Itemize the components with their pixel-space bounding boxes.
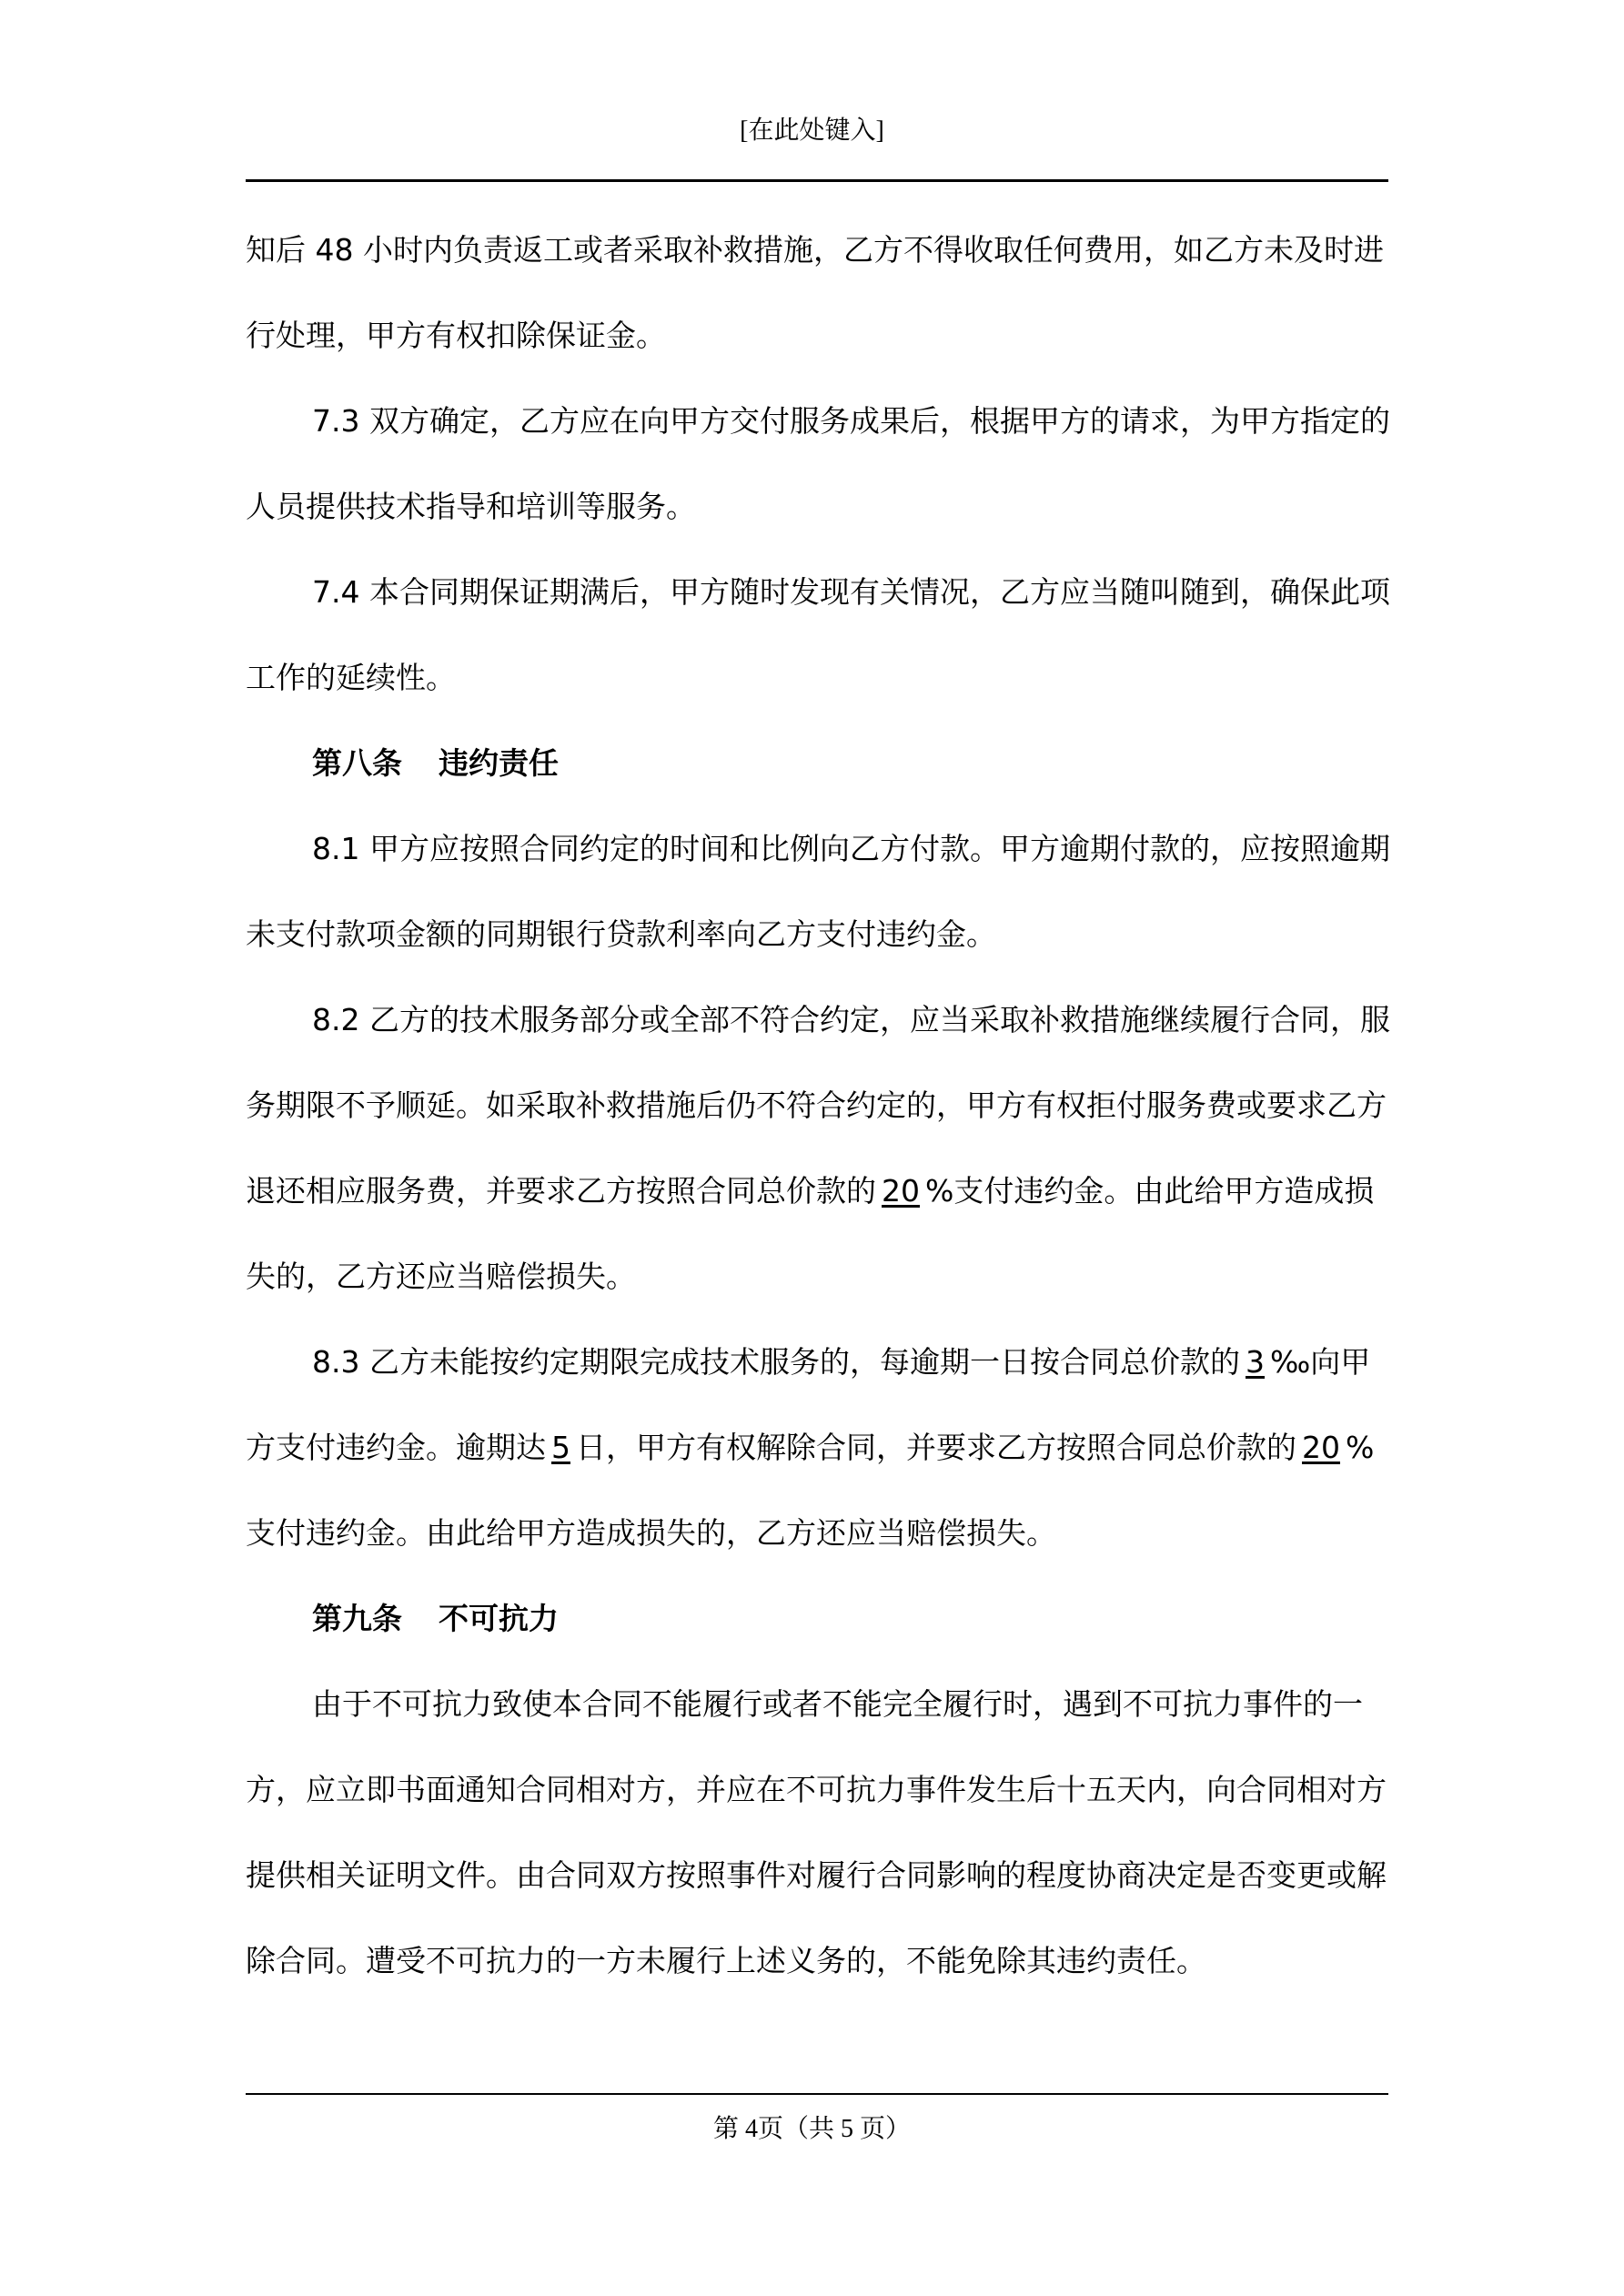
paragraph-8-3-text-after: %支付违约金。由此给甲方造成损失的，乙方还应当赔偿损失。 <box>246 1430 1375 1551</box>
footer-divider <box>246 2093 1388 2095</box>
penalty-percent-value: 20 <box>882 1173 920 1209</box>
paragraph-8-2 <box>246 977 1394 1320</box>
section-title-9: 不可抗力 <box>439 1601 559 1636</box>
document-body <box>246 207 1394 2004</box>
paragraph-8-3-text-mid2: 日，甲方有权解除合同，并要求乙方按照合同总价款的 <box>576 1430 1296 1465</box>
section-number-9: 第九条 <box>312 1601 402 1636</box>
paragraph-7-3: 7.3 双方确定，乙方应在向甲方交付服务成果后，根据甲方的请求，为甲方指定的人员提供技术指导和培训等服务。 <box>246 403 1390 524</box>
termination-penalty-percent-value: 20 <box>1302 1430 1340 1465</box>
section-number-8: 第八条 <box>312 745 402 781</box>
paragraph-9: 由于不可抗力致使本合同不能履行或者不能完全履行时，遇到不可抗力事件的一方，应立即书面通知合同相对方，并应在不可抗力事件发生后十五天内，向合同相对方提供相关证明文件。由合同双方按照事件对履行合同影响的程度协商决定是否变更或解除合同。遭受不可抗力的一方未履行上述义务的，不能免除其违约责任。 <box>246 1686 1387 1978</box>
section-title-8: 违约责任 <box>439 745 559 781</box>
paragraph-8-3-text-mid1: ‰向甲方支付违约金。逾期达 <box>246 1344 1371 1465</box>
paragraph-8-1: 8.1 甲方应按照合同约定的时间和比例向乙方付款。甲方逾期付款的，应按照逾期未支付款项金额的同期银行贷款利率向乙方支付违约金。 <box>246 831 1390 952</box>
page-footer: 第 4页（共 5 页） <box>712 2115 911 2143</box>
paragraph-8-2-text-after: %支付违约金。由此给甲方造成损失的，乙方还应当赔偿损失。 <box>246 1173 1375 1294</box>
paragraph-continuation: 知后 48 小时内负责返工或者采取补救措施，乙方不得收取任何费用，如乙方未及时进行处理，甲方有权扣除保证金。 <box>246 232 1384 353</box>
section-heading-9 <box>246 1576 1394 1662</box>
overdue-days-value: 5 <box>551 1430 570 1465</box>
paragraph-8-3 <box>246 1320 1394 1576</box>
daily-penalty-permille-value: 3 <box>1245 1344 1265 1380</box>
page-header: [在此处键入] <box>740 116 884 145</box>
header-divider <box>246 179 1388 182</box>
paragraph-8-3-text-before: 8.3 乙方未能按约定期限完成技术服务的，每逾期一日按合同总价款的 <box>312 1344 1240 1380</box>
paragraph-7-4: 7.4 本合同期保证期满后，甲方随时发现有关情况，乙方应当随叫随到，确保此项工作的延续性。 <box>246 574 1390 695</box>
section-heading-8 <box>246 721 1394 806</box>
paragraph-8-2-text-before: 8.2 乙方的技术服务部分或全部不符合约定，应当采取补救措施继续履行合同，服务期限不予顺延。如采取补救措施后仍不符合约定的，甲方有权拒付服务费或要求乙方退还相应服务费，并要求乙方按照合同总价款的 <box>246 1002 1390 1209</box>
